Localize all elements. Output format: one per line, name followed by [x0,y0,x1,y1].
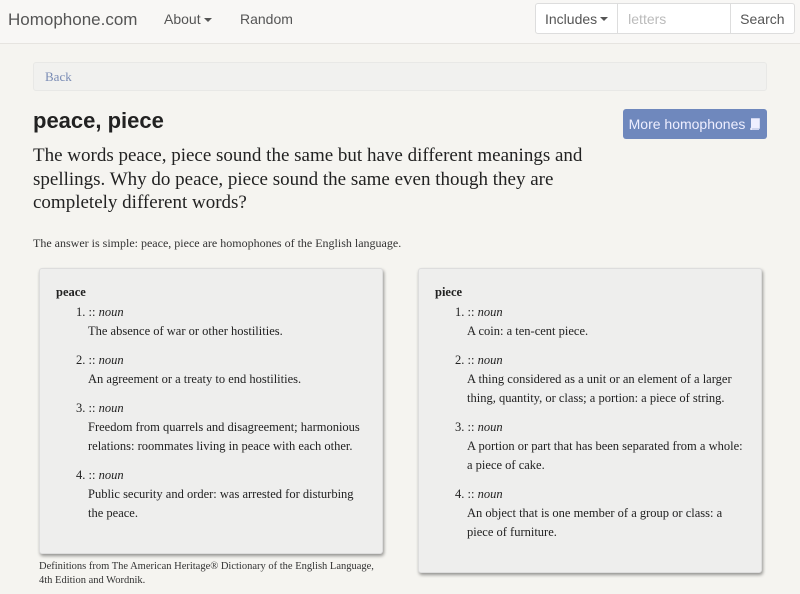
definition-item [455,418,745,475]
part-of-speech: noun [98,468,124,482]
definition-number: 1. :: [455,305,475,319]
about-label: About [164,11,201,27]
definition-text: Freedom from quarrels and disagreement; harmonious relations: roommates living in peace with each other. [88,420,360,453]
definition-header [76,466,366,485]
word-heading: peace [56,285,86,299]
definition-panel-piece [418,268,762,573]
definition-item [76,303,366,341]
answer-text: The answer is simple: peace, piece are homophones of the English language. [33,236,402,250]
book-icon [749,118,761,130]
definition-number: 2. :: [76,353,96,367]
search-button[interactable]: Search [740,10,785,27]
page-title: peace, piece [33,108,164,133]
definition-text: The absence of war or other hostilities. [88,324,283,338]
part-of-speech: noun [477,420,503,434]
definition-header [76,399,366,418]
definition-panel-peace [39,268,383,554]
part-of-speech: noun [98,305,124,319]
definition-number: 3. :: [76,401,96,415]
includes-dropdown[interactable] [536,4,618,33]
caret-down-icon [204,18,212,22]
definition-header [455,351,745,370]
definition-item [76,466,366,523]
definition-text: An object that is one member of a group or class: a piece of furniture. [467,506,723,539]
part-of-speech: noun [477,353,503,367]
definition-number: 2. :: [455,353,475,367]
navbar [0,0,800,44]
random-link[interactable]: Random [240,11,293,27]
more-homophones-button[interactable] [623,109,767,139]
back-link[interactable]: Back [45,69,72,84]
definition-number: 4. :: [76,468,96,482]
breadcrumb [33,62,767,91]
definition-item [76,351,366,389]
part-of-speech: noun [98,353,124,367]
includes-label: Includes [545,10,598,27]
definition-header [455,303,745,322]
definition-text: An agreement or a treaty to end hostilities. [88,372,302,386]
definition-number: 4. :: [455,487,475,501]
search-input[interactable] [618,4,731,33]
definition-item [455,485,745,542]
intro-text: The words peace, piece sound the same but have different meanings and spellings. Why do peace, piece sound the same even though they are completely different words? [33,145,583,213]
definition-header [455,418,745,437]
word-heading: piece [435,285,463,299]
part-of-speech: noun [477,487,503,501]
part-of-speech: noun [98,401,124,415]
footer-attribution: Definitions from The American Heritage® Dictionary of the English Language, 4th Edition and Wordnik. [39,561,374,586]
more-label: More homophones [628,116,746,132]
definition-text: A portion or part that has been separated from a whole: a piece of cake. [467,439,743,472]
definition-number: 1. :: [76,305,96,319]
definition-item [76,399,366,456]
caret-down-icon [600,17,608,21]
definition-item [455,351,745,408]
definition-text: Public security and order: was arrested for disturbing the peace. [88,487,354,520]
definition-number: 3. :: [455,420,475,434]
part-of-speech: noun [477,305,503,319]
about-dropdown[interactable] [164,11,212,27]
definition-header [76,303,366,322]
definition-header [76,351,366,370]
definition-header [455,485,745,504]
definition-text: A coin: a ten-cent piece. [467,324,589,338]
search-form [535,3,795,34]
brand-link[interactable]: Homophone.com [8,10,138,29]
definition-text: A thing considered as a unit or an element of a larger thing, quantity, or class; a portion: a piece of string. [467,372,732,405]
definition-item [455,303,745,341]
